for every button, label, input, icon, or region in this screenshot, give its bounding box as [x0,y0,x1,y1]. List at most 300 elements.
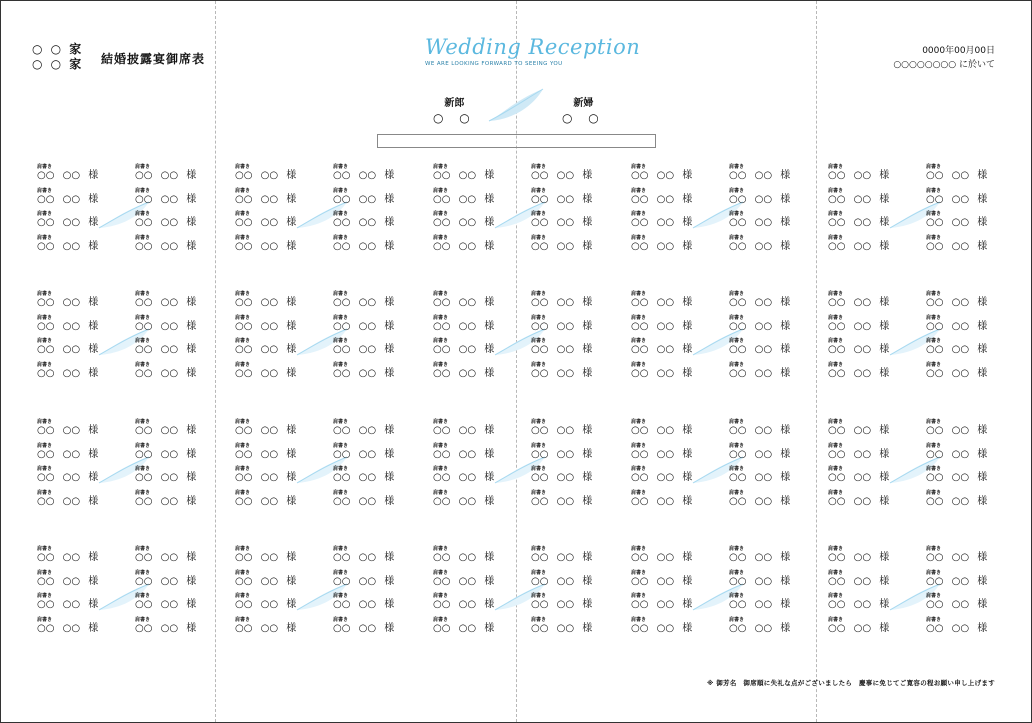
guest-title: 肩書き [37,164,53,170]
guest-title: 肩書き [235,314,251,321]
guest-title: 肩書き [433,466,449,472]
guest-name: ○○ ○○ 様 [828,367,890,379]
guest-seat [333,315,413,338]
guest-title: 肩書き [926,234,942,241]
guest-name: ○○ ○○ 様 [433,472,495,483]
guest-title: 肩書き [828,338,844,344]
guest-seat [926,570,1006,593]
guest-title: 肩書き [235,211,251,217]
guest-title: 肩書き [333,338,349,344]
guest-name: ○○ ○○ 様 [235,622,297,634]
footer-note: ※ 御芳名 御席順に失礼な点がございましたら 慶事に免じてご寛容の程お願い申し上げます [707,679,995,687]
guest-name: ○○ ○○ 様 [433,297,495,308]
guest-table [235,419,410,513]
guest-seat [135,570,215,593]
guest-name: ○○ ○○ 様 [235,599,297,610]
guest-title: 肩書き [828,466,844,472]
guest-seat [828,419,908,442]
guest-name: ○○ ○○ 様 [729,344,791,355]
guest-seat [135,362,215,385]
guest-name: ○○ ○○ 様 [828,240,890,252]
guest-name: ○○ ○○ 様 [631,622,693,634]
guest-table [37,419,212,513]
guest-title: 肩書き [729,442,745,449]
guest-name: ○○ ○○ 様 [531,240,593,252]
guest-title: 肩書き [333,164,349,170]
guest-title: 肩書き [631,361,647,368]
guest-seat [531,315,611,338]
guest-title: 肩書き [926,361,942,368]
guest-title: 肩書き [631,546,647,552]
guest-seat [631,188,711,211]
guest-name: ○○ ○○ 様 [37,575,99,587]
guest-name: ○○ ○○ 様 [531,425,593,436]
guest-seat [828,164,908,187]
guest-name: ○○ ○○ 様 [631,193,693,205]
guest-seat [729,315,809,338]
logo-subtitle: WE ARE LOOKING FORWARD TO SEEING YOU [425,61,563,67]
guest-name: ○○ ○○ 様 [235,448,297,460]
guest-name: ○○ ○○ 様 [828,472,890,483]
guest-name: ○○ ○○ 様 [333,193,395,205]
guest-title: 肩書き [729,616,745,623]
guest-seat [235,593,315,616]
guest-name: ○○ ○○ 様 [631,297,693,308]
logo-title: Wedding Reception [425,35,641,59]
guest-title: 肩書き [631,442,647,449]
page-title: 結婚披露宴御席表 [101,52,206,66]
guest-title: 肩書き [135,338,151,344]
guest-name: ○○ ○○ 様 [729,599,791,610]
guest-name: ○○ ○○ 様 [135,552,197,563]
guest-name: ○○ ○○ 様 [235,193,297,205]
guest-seat [729,617,809,640]
guest-seat [135,338,215,361]
guest-title: 肩書き [135,234,151,241]
guest-title: 肩書き [926,314,942,321]
guest-seat [235,291,315,314]
guest-seat [531,188,611,211]
guest-seat [926,419,1006,442]
guest-name: ○○ ○○ 様 [729,367,791,379]
guest-title: 肩書き [433,442,449,449]
guest-seat [135,593,215,616]
guest-seat [531,235,611,258]
guest-name: ○○ ○○ 様 [531,170,593,181]
guest-name: ○○ ○○ 様 [926,425,988,436]
guest-name: ○○ ○○ 様 [828,193,890,205]
guest-name: ○○ ○○ 様 [828,622,890,634]
guest-seat [729,164,809,187]
guest-name: ○○ ○○ 様 [433,495,495,507]
guest-seat [37,315,117,338]
guest-name: ○○ ○○ 様 [828,170,890,181]
guest-name: ○○ ○○ 様 [235,240,297,252]
guest-title: 肩書き [433,593,449,599]
guest-seat [333,546,413,569]
guest-name: ○○ ○○ 様 [235,170,297,181]
guest-name: ○○ ○○ 様 [531,599,593,610]
guest-title: 肩書き [531,338,547,344]
guest-seat [926,546,1006,569]
guest-seat [729,546,809,569]
guest-seat [333,466,413,489]
guest-title: 肩書き [926,338,942,344]
guest-seat [37,338,117,361]
guest-name: ○○ ○○ 様 [235,575,297,587]
bride-name: ○ ○ [562,111,605,125]
guest-name: ○○ ○○ 様 [235,425,297,436]
guest-title: 肩書き [235,187,251,194]
guest-name: ○○ ○○ 様 [828,217,890,228]
guest-name: ○○ ○○ 様 [433,170,495,181]
guest-seat [37,362,117,385]
guest-seat [135,188,215,211]
guest-title: 肩書き [135,187,151,194]
guest-title: 肩書き [828,593,844,599]
guest-table [37,164,212,258]
guest-title: 肩書き [531,419,547,425]
guest-title: 肩書き [37,314,53,321]
guest-seat [926,466,1006,489]
guest-seat [631,315,711,338]
guest-name: ○○ ○○ 様 [631,448,693,460]
guest-name: ○○ ○○ 様 [135,472,197,483]
guest-seat [828,211,908,234]
guest-title: 肩書き [135,466,151,472]
guest-title: 肩書き [729,489,745,496]
guest-title: 肩書き [828,187,844,194]
guest-title: 肩書き [531,291,547,297]
guest-seat [531,593,611,616]
guest-table [433,546,608,640]
guest-name: ○○ ○○ 様 [37,472,99,483]
guest-seat [926,188,1006,211]
guest-title: 肩書き [135,489,151,496]
guest-seat [37,546,117,569]
guest-seat [135,315,215,338]
guest-title: 肩書き [631,569,647,576]
guest-name: ○○ ○○ 様 [531,552,593,563]
guest-seat [235,164,315,187]
guest-name: ○○ ○○ 様 [729,217,791,228]
guest-name: ○○ ○○ 様 [828,495,890,507]
guest-seat [631,546,711,569]
guest-name: ○○ ○○ 様 [729,193,791,205]
guest-title: 肩書き [37,616,53,623]
guest-name: ○○ ○○ 様 [926,622,988,634]
guest-seat [433,291,513,314]
guest-seat [729,466,809,489]
guest-title: 肩書き [135,164,151,170]
guest-name: ○○ ○○ 様 [433,240,495,252]
guest-seat [135,490,215,513]
guest-title: 肩書き [333,211,349,217]
guest-title: 肩書き [433,489,449,496]
guest-seat [729,419,809,442]
guest-seat [37,188,117,211]
guest-seat [235,546,315,569]
fold-line [215,1,216,722]
guest-title: 肩書き [828,569,844,576]
guest-title: 肩書き [433,211,449,217]
guest-title: 肩書き [631,419,647,425]
guest-title: 肩書き [37,489,53,496]
guest-seat [37,593,117,616]
guest-title: 肩書き [433,338,449,344]
guest-seat [828,315,908,338]
guest-name: ○○ ○○ 様 [531,217,593,228]
guest-name: ○○ ○○ 様 [37,320,99,332]
guest-seat [333,443,413,466]
guest-seat [729,570,809,593]
guest-seat [135,419,215,442]
guest-name: ○○ ○○ 様 [926,297,988,308]
guest-title: 肩書き [729,593,745,599]
guest-name: ○○ ○○ 様 [729,495,791,507]
guest-seat [433,546,513,569]
guest-seat [135,546,215,569]
guest-name: ○○ ○○ 様 [729,552,791,563]
guest-title: 肩書き [729,234,745,241]
guest-title: 肩書き [729,569,745,576]
guest-seat [433,164,513,187]
guest-seat [531,443,611,466]
guest-table [828,164,1003,258]
guest-seat [433,419,513,442]
guest-title: 肩書き [828,314,844,321]
guest-name: ○○ ○○ 様 [926,472,988,483]
guest-seat [631,490,711,513]
guest-name: ○○ ○○ 様 [433,217,495,228]
guest-title: 肩書き [729,187,745,194]
guest-seat [37,443,117,466]
groom-label: 新郎 [444,98,465,109]
guest-name: ○○ ○○ 様 [631,217,693,228]
guest-name: ○○ ○○ 様 [37,425,99,436]
guest-seat [631,235,711,258]
guest-seat [333,419,413,442]
guest-title: 肩書き [729,164,745,170]
guest-seat [433,570,513,593]
guest-seat [135,211,215,234]
guest-seat [235,570,315,593]
guest-table [631,419,806,513]
guest-title: 肩書き [333,489,349,496]
guest-title: 肩書き [926,164,942,170]
guest-title: 肩書き [235,442,251,449]
guest-seat [235,490,315,513]
guest-title: 肩書き [531,234,547,241]
guest-name: ○○ ○○ 様 [828,320,890,332]
guest-seat [235,362,315,385]
guest-title: 肩書き [235,164,251,170]
guest-name: ○○ ○○ 様 [135,622,197,634]
guest-name: ○○ ○○ 様 [433,599,495,610]
guest-name: ○○ ○○ 様 [531,344,593,355]
guest-seat [433,315,513,338]
guest-title: 肩書き [333,593,349,599]
guest-name: ○○ ○○ 様 [531,622,593,634]
guest-name: ○○ ○○ 様 [531,367,593,379]
guest-title: 肩書き [531,361,547,368]
guest-title: 肩書き [631,234,647,241]
guest-name: ○○ ○○ 様 [333,448,395,460]
guest-title: 肩書き [235,466,251,472]
guest-seat [333,490,413,513]
guest-table [433,164,608,258]
guest-name: ○○ ○○ 様 [333,575,395,587]
guest-name: ○○ ○○ 様 [631,495,693,507]
guest-table [631,291,806,385]
event-date: 0000年00月00日 [922,46,995,56]
guest-title: 肩書き [926,187,942,194]
guest-seat [37,211,117,234]
guest-name: ○○ ○○ 様 [235,495,297,507]
guest-seat [433,211,513,234]
date-venue [893,44,995,72]
guest-name: ○○ ○○ 様 [828,448,890,460]
guest-seat [828,546,908,569]
guest-seat [631,570,711,593]
guest-name: ○○ ○○ 様 [433,448,495,460]
guest-seat [631,419,711,442]
guest-title: 肩書き [135,569,151,576]
guest-name: ○○ ○○ 様 [828,425,890,436]
guest-name: ○○ ○○ 様 [926,170,988,181]
guest-seat [333,211,413,234]
guest-name: ○○ ○○ 様 [37,495,99,507]
guest-title: 肩書き [729,338,745,344]
guest-name: ○○ ○○ 様 [333,170,395,181]
guest-seat [333,593,413,616]
guest-seat [828,443,908,466]
guest-title: 肩書き [926,569,942,576]
guest-seat [333,235,413,258]
guest-title: 肩書き [333,616,349,623]
guest-name: ○○ ○○ 様 [729,472,791,483]
guest-name: ○○ ○○ 様 [926,217,988,228]
guest-seat [531,362,611,385]
guest-name: ○○ ○○ 様 [333,240,395,252]
guest-seat [926,211,1006,234]
guest-title: 肩書き [531,211,547,217]
guest-name: ○○ ○○ 様 [433,367,495,379]
guest-seat [37,235,117,258]
guest-name: ○○ ○○ 様 [729,575,791,587]
guest-title: 肩書き [926,546,942,552]
guest-title: 肩書き [926,489,942,496]
guest-seat [235,188,315,211]
guest-name: ○○ ○○ 様 [729,448,791,460]
guest-title: 肩書き [729,314,745,321]
guest-seat [235,443,315,466]
guest-seat [926,291,1006,314]
guest-title: 肩書き [729,546,745,552]
guest-name: ○○ ○○ 様 [235,344,297,355]
guest-seat [631,211,711,234]
guest-seat [235,466,315,489]
guest-title: 肩書き [235,489,251,496]
guest-title: 肩書き [235,593,251,599]
guest-seat [729,443,809,466]
guest-title: 肩書き [531,616,547,623]
guest-seat [135,235,215,258]
guest-title: 肩書き [828,291,844,297]
guest-seat [828,291,908,314]
guest-seat [135,443,215,466]
guest-name: ○○ ○○ 様 [333,622,395,634]
guest-title: 肩書き [333,466,349,472]
guest-seat [135,164,215,187]
guest-table [37,546,212,640]
guest-name: ○○ ○○ 様 [135,297,197,308]
guest-seat [531,466,611,489]
guest-title: 肩書き [37,466,53,472]
guest-name: ○○ ○○ 様 [235,472,297,483]
guest-name: ○○ ○○ 様 [37,297,99,308]
guest-seat [531,419,611,442]
guest-name: ○○ ○○ 様 [135,575,197,587]
guest-title: 肩書き [37,234,53,241]
guest-name: ○○ ○○ 様 [433,320,495,332]
guest-seat [433,466,513,489]
guest-name: ○○ ○○ 様 [926,193,988,205]
guest-name: ○○ ○○ 様 [926,448,988,460]
guest-name: ○○ ○○ 様 [828,552,890,563]
guest-seat [235,419,315,442]
family-name: ○ ○ 家 [32,42,84,56]
guest-name: ○○ ○○ 様 [729,297,791,308]
guest-title: 肩書き [37,361,53,368]
guest-seat [37,419,117,442]
guest-name: ○○ ○○ 様 [828,575,890,587]
event-venue: ○○○○○○○○ に於いて [893,60,995,70]
guest-title: 肩書き [235,338,251,344]
guest-name: ○○ ○○ 様 [531,297,593,308]
guest-seat [729,291,809,314]
guest-seat [828,593,908,616]
guest-seat [37,570,117,593]
guest-title: 肩書き [926,291,942,297]
guest-table [828,419,1003,513]
guest-seat [828,466,908,489]
guest-name: ○○ ○○ 様 [333,495,395,507]
family-name: ○ ○ 家 [32,57,84,71]
guest-name: ○○ ○○ 様 [631,320,693,332]
guest-name: ○○ ○○ 様 [631,472,693,483]
guest-table [631,164,806,258]
guest-seat [828,338,908,361]
guest-seat [333,570,413,593]
guest-seat [828,235,908,258]
guest-name: ○○ ○○ 様 [631,575,693,587]
guest-title: 肩書き [433,361,449,368]
guest-title: 肩書き [631,211,647,217]
guest-seat [531,570,611,593]
guest-name: ○○ ○○ 様 [333,320,395,332]
guest-title: 肩書き [433,546,449,552]
guest-seat [333,362,413,385]
guest-table [235,164,410,258]
guest-name: ○○ ○○ 様 [631,344,693,355]
guest-name: ○○ ○○ 様 [333,599,395,610]
guest-seat [828,362,908,385]
guest-title: 肩書き [828,234,844,241]
guest-title: 肩書き [135,211,151,217]
guest-name: ○○ ○○ 様 [333,217,395,228]
guest-title: 肩書き [531,593,547,599]
